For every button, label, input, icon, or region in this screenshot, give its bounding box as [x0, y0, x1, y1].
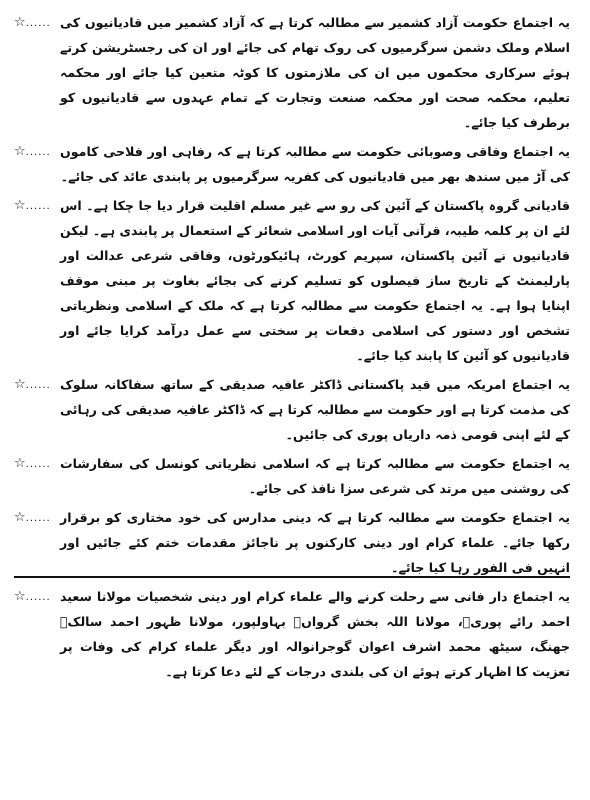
- star-bullet-icon: ☆......: [14, 456, 51, 471]
- resolutions-list: [14, 10, 570, 684]
- end-rule-divider: [14, 576, 570, 578]
- star-bullet-icon: ☆......: [14, 144, 51, 159]
- resolution-text: یہ اجتماع امریکہ میں قید پاکستانی ڈاکٹر عافیہ صدیقی کے ساتھ سفاکانہ سلوک کی مذمت کرتا ہے اور حکومت سے مطالبہ کرتا ہے کہ ڈاکٹر عافیہ صدیقی کی رہائی کے لئے اپنی قومی ذمہ داریاں پوری کی جائیں۔: [60, 377, 570, 442]
- resolution-text: یہ اجتماع دار فانی سے رحلت کرنے والے علماء کرام اور دینی شخصیات مولانا سعید احمد رائے پوریؒ، مولانا اللہ بخش گرواںؒ بہاولپور، مولانا ظہور احمد سالکؒ جھنگ، سیٹھ محمد اشرف اعوان گوجرانوالہ اور دیگر علماء کرام کی وفات پر تعزیت کا اظہار کرتے ہوئے ان کی بلندی درجات کے لئے دعا کرتا ہے۔: [60, 589, 570, 679]
- star-bullet-icon: ☆......: [14, 377, 51, 392]
- resolution-item: [14, 139, 570, 189]
- resolution-item: [14, 372, 570, 447]
- resolution-item: [14, 505, 570, 580]
- resolution-text: یہ اجتماع حکومت سے مطالبہ کرتا ہے کہ دینی مدارس کی خود مختاری کو برقرار رکھا جائے۔ علماء کرام اور دینی کارکنوں پر ناجائز مقدمات ختم کئے جائیں اور انہیں فی الفور رہا کیا جائے۔: [60, 510, 570, 575]
- resolution-item: [14, 584, 570, 684]
- resolution-item: [14, 193, 570, 368]
- resolution-text: یہ اجتماع حکومت سے مطالبہ کرتا ہے کہ اسلامی نظریاتی کونسل کی سفارشات کی روشنی میں مرتد کی شرعی سزا نافذ کی جائے۔: [60, 456, 570, 496]
- resolution-text: یہ اجتماع وفاقی وصوبائی حکومت سے مطالبہ کرتا ہے کہ رفاہی اور فلاحی کاموں کی آڑ میں سندھ بھر میں قادیانیوں کی کفریہ سرگرمیوں پر پابندی عائد کی جائے۔: [60, 144, 570, 184]
- star-bullet-icon: ☆......: [14, 510, 51, 525]
- resolution-text: قادیانی گروہ پاکستان کے آئین کی رو سے غیر مسلم اقلیت قرار دیا جا چکا ہے۔ اس لئے ان پر کلمہ طیبہ، قرآنی آیات اور اسلامی شعائر کے استعمال پر پابندی ہے۔ لیکن قادیانیوں نے آئین پاکستان، سپریم کورٹ، ہائیکورٹوں، وفاقی شرعی عدالت اور پارلیمنٹ کے تاریخ ساز فیصلوں کو تسلیم کرنے کی بجائے بغاوت پر مبنی موقف اپنایا ہوا ہے۔ یہ اجتماع حکومت سے مطالبہ کرتا ہے کہ ملک کے اسلامی ونظریاتی تشخص اور دستور کی اسلامی دفعات پر سختی سے عمل درآمد کرایا جائے اور قادیانیوں کو آئین کا پابند کیا جائے۔: [60, 198, 570, 363]
- resolution-text: یہ اجتماع حکومت آزاد کشمیر سے مطالبہ کرتا ہے کہ آزاد کشمیر میں قادیانیوں کی اسلام وملک دشمن سرگرمیوں کی روک تھام کی جائے اور ان کی رجسٹریشن کرتے ہوئے سرکاری محکموں میں ان کی ملازمتوں کا کوٹہ متعین کیا جائے اور محکمہ تعلیم، محکمہ صحت اور محکمہ صنعت وتجارت کے تمام عہدوں سے قادیانیوں کو برطرف کیا جائے۔: [60, 15, 570, 130]
- star-bullet-icon: ☆......: [14, 198, 51, 213]
- resolution-item: [14, 451, 570, 501]
- star-bullet-icon: ☆......: [14, 15, 51, 30]
- star-bullet-icon: ☆......: [14, 589, 51, 604]
- resolution-item: [14, 10, 570, 135]
